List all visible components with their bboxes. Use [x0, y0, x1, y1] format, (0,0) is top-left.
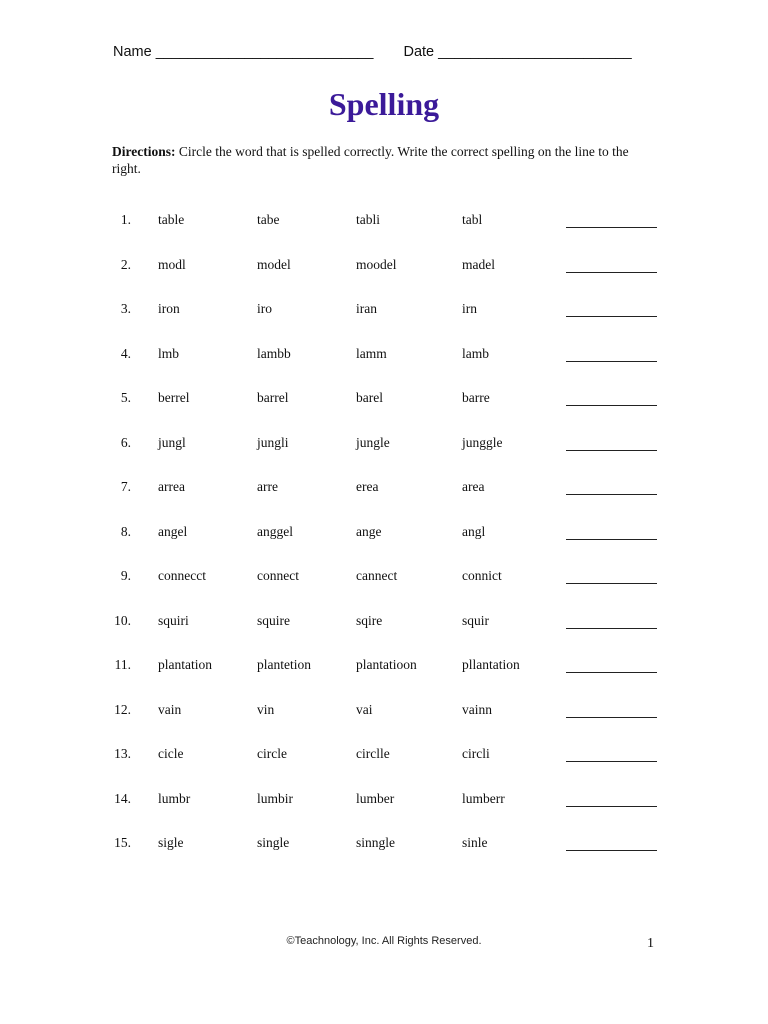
- word-choice[interactable]: tabe: [257, 212, 280, 227]
- row-number: 7.: [120, 479, 131, 494]
- word-choice[interactable]: jungle: [356, 434, 390, 450]
- word-row: [0, 479, 768, 499]
- word-choice[interactable]: angl: [462, 523, 486, 539]
- header-fields: [113, 44, 632, 60]
- page-number: 1: [647, 936, 654, 951]
- row-number: 15.: [114, 835, 131, 850]
- word-row: [0, 524, 768, 544]
- word-row: [0, 301, 768, 321]
- row-number: 10.: [114, 612, 131, 628]
- row-number: 5.: [120, 390, 131, 405]
- word-row: [0, 390, 768, 410]
- word-choice[interactable]: plantatioon: [356, 657, 417, 672]
- word-row: [0, 212, 768, 232]
- word-row: [0, 746, 768, 766]
- row-number: 14.: [114, 790, 131, 806]
- word-row: [0, 257, 768, 277]
- word-choice[interactable]: plantetion: [257, 657, 311, 672]
- word-row: [0, 835, 768, 855]
- word-choice[interactable]: lmb: [158, 345, 180, 361]
- answer-line[interactable]: [566, 806, 657, 807]
- answer-line[interactable]: [566, 850, 657, 851]
- date-field[interactable]: Date ________________________: [403, 44, 632, 60]
- word-choice[interactable]: tabli: [356, 212, 380, 227]
- word-choice[interactable]: ange: [356, 523, 382, 539]
- word-choice[interactable]: table: [158, 212, 185, 227]
- word-choice[interactable]: anggel: [257, 523, 293, 539]
- word-choice[interactable]: circli: [462, 746, 490, 761]
- answer-line[interactable]: [566, 628, 657, 629]
- word-choice[interactable]: lumberr: [462, 790, 505, 806]
- word-choice[interactable]: madel: [462, 256, 495, 272]
- word-choice[interactable]: jungli: [257, 434, 289, 450]
- word-choice[interactable]: jungl: [158, 434, 186, 450]
- word-row: [0, 791, 768, 811]
- word-choice[interactable]: cicle: [158, 746, 184, 761]
- word-choice[interactable]: plantation: [158, 657, 212, 672]
- word-choice[interactable]: modl: [158, 256, 186, 272]
- word-choice[interactable]: circle: [257, 746, 287, 761]
- word-choice[interactable]: erea: [356, 479, 379, 494]
- word-choice[interactable]: squire: [257, 612, 290, 628]
- row-number: 13.: [114, 746, 131, 761]
- word-choice[interactable]: iron: [158, 301, 180, 316]
- word-choice[interactable]: arre: [257, 479, 278, 494]
- word-choice[interactable]: sinngle: [356, 835, 395, 850]
- word-choice[interactable]: single: [257, 835, 290, 850]
- word-choice[interactable]: iro: [257, 301, 272, 316]
- word-choice[interactable]: barre: [462, 390, 490, 405]
- row-number: 4.: [120, 345, 131, 361]
- word-choice[interactable]: squir: [462, 612, 489, 628]
- word-choice[interactable]: sinle: [462, 835, 488, 850]
- name-field[interactable]: Name ___________________________: [113, 44, 374, 60]
- word-choice[interactable]: circlle: [356, 746, 390, 761]
- row-number: 8.: [120, 523, 131, 539]
- answer-line[interactable]: [566, 227, 657, 228]
- row-number: 12.: [114, 701, 131, 717]
- word-choice[interactable]: angel: [158, 523, 188, 539]
- answer-line[interactable]: [566, 583, 657, 584]
- word-choice[interactable]: arrea: [158, 479, 185, 494]
- word-row: [0, 346, 768, 366]
- copyright-footer: ©Teachnology, Inc. All Rights Reserved.: [286, 935, 482, 947]
- word-choice[interactable]: sigle: [158, 835, 184, 850]
- page-title: Spelling: [328, 86, 440, 122]
- word-choice[interactable]: vin: [257, 701, 275, 717]
- row-number: 9.: [120, 568, 131, 583]
- word-row: [0, 568, 768, 588]
- word-choice[interactable]: junggle: [462, 434, 503, 450]
- word-choice[interactable]: lambb: [257, 345, 291, 361]
- word-row: [0, 657, 768, 677]
- word-choice[interactable]: berrel: [158, 390, 190, 405]
- row-number: 6.: [120, 434, 131, 450]
- word-choice[interactable]: vainn: [462, 701, 492, 717]
- word-choice[interactable]: connict: [462, 568, 502, 583]
- answer-line[interactable]: [566, 672, 657, 673]
- word-choice[interactable]: barel: [356, 390, 383, 405]
- row-number: 2.: [120, 256, 131, 272]
- word-choice[interactable]: lamm: [356, 345, 387, 361]
- row-number: 11.: [114, 657, 131, 672]
- directions-text: Circle the word that is spelled correctly. Write the correct spelling on the line to the right.: [112, 144, 629, 176]
- row-number: 1.: [120, 212, 131, 227]
- word-choice[interactable]: connecct: [158, 568, 206, 583]
- word-choice[interactable]: lumber: [356, 790, 395, 806]
- answer-line[interactable]: [566, 450, 657, 451]
- word-choice[interactable]: pllantation: [462, 657, 520, 672]
- row-number: 3.: [120, 301, 131, 316]
- answer-line[interactable]: [566, 539, 657, 540]
- word-choice[interactable]: iran: [356, 301, 377, 316]
- answer-line[interactable]: [566, 717, 657, 718]
- directions-label: Directions:: [112, 144, 176, 159]
- word-choice[interactable]: moodel: [356, 256, 397, 272]
- word-choice[interactable]: area: [462, 479, 485, 494]
- answer-line[interactable]: [566, 272, 657, 273]
- answer-line[interactable]: [566, 761, 657, 762]
- word-row: [0, 435, 768, 455]
- word-choice[interactable]: tabl: [462, 212, 483, 227]
- word-choice[interactable]: connect: [257, 568, 299, 583]
- word-row: [0, 613, 768, 633]
- word-row: [0, 702, 768, 722]
- word-choice[interactable]: lumbr: [158, 790, 191, 806]
- directions: [112, 143, 660, 177]
- word-choice[interactable]: vai: [356, 701, 373, 717]
- answer-line[interactable]: [566, 494, 657, 495]
- word-choice[interactable]: barrel: [257, 390, 289, 405]
- answer-line[interactable]: [566, 405, 657, 406]
- word-choice[interactable]: cannect: [356, 568, 398, 583]
- answer-line[interactable]: [566, 316, 657, 317]
- answer-line[interactable]: [566, 361, 657, 362]
- word-choice[interactable]: sqire: [356, 612, 383, 628]
- word-choice[interactable]: vain: [158, 701, 182, 717]
- word-choice[interactable]: squiri: [158, 612, 189, 628]
- word-choice[interactable]: model: [257, 256, 291, 272]
- word-choice[interactable]: irn: [462, 301, 477, 316]
- word-choice[interactable]: lamb: [462, 345, 489, 361]
- word-choice[interactable]: lumbir: [257, 790, 293, 806]
